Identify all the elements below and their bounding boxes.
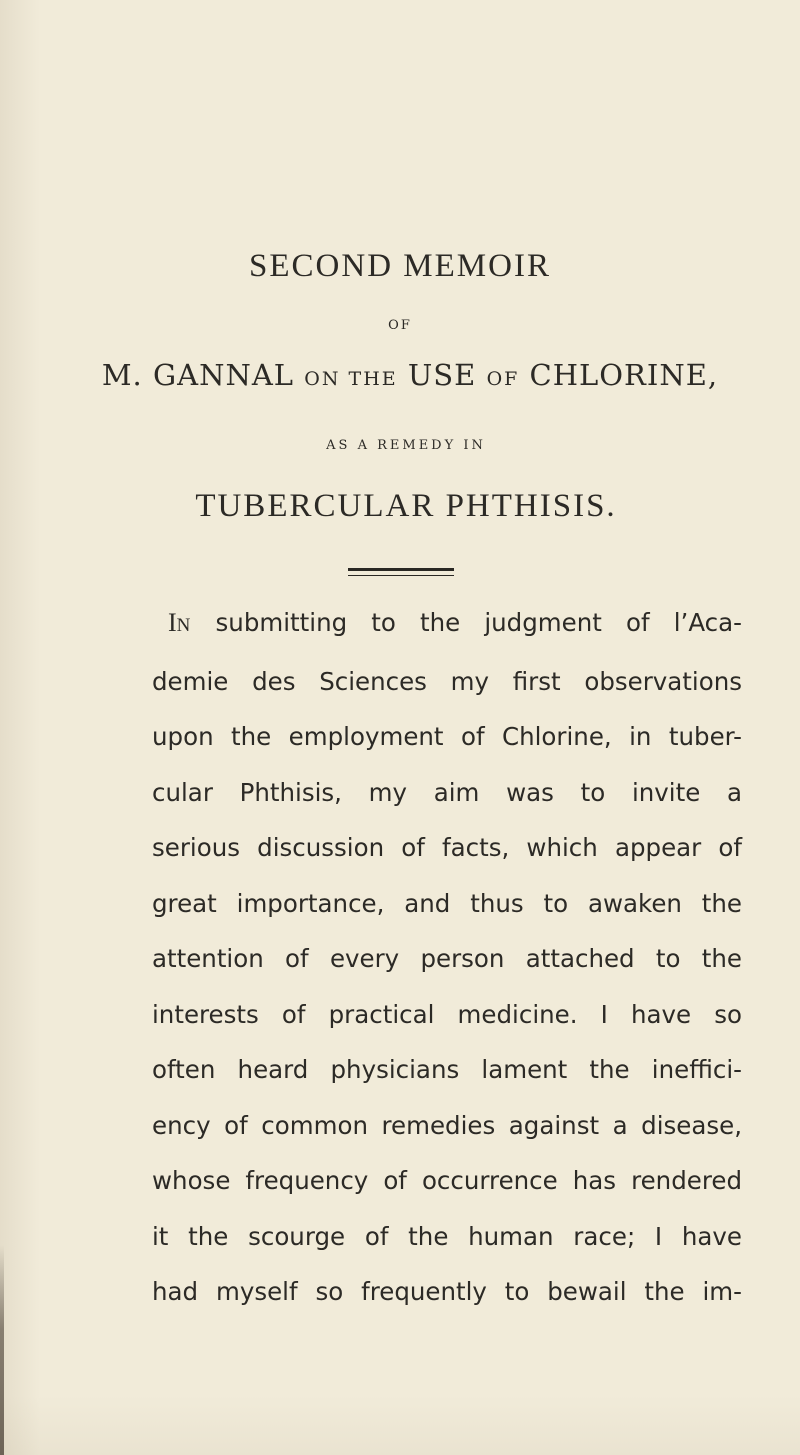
title-remedy: AS A REMEDY IN bbox=[326, 438, 486, 453]
title-on-the: ON THE bbox=[304, 368, 398, 390]
body-line: cular Phthisis, my aim was to invite a bbox=[152, 777, 742, 807]
body-paragraph bbox=[152, 595, 742, 1320]
title-use: USE bbox=[397, 358, 487, 392]
title-author-subject bbox=[10, 358, 800, 392]
body-line: attention of every person attached to the bbox=[152, 944, 742, 973]
body-line: often heard physicians lament the ineffici- bbox=[152, 1055, 742, 1084]
opening-small-cap: N bbox=[176, 615, 192, 636]
opening-word bbox=[168, 608, 191, 637]
body-line: it the scourge of the human race; I have bbox=[152, 1221, 742, 1251]
body-line: ency of common remedies against a disease, bbox=[152, 1110, 742, 1140]
title-second-memoir: SECOND MEMOIR bbox=[249, 248, 551, 284]
title-of: OF bbox=[388, 318, 412, 333]
body-line-last: had myself so frequently to bewail the im- bbox=[152, 1277, 742, 1306]
title-author: M. GANNAL bbox=[101, 358, 305, 392]
opening-capital: I bbox=[168, 608, 177, 637]
body-line: great importance, and thus to awaken the bbox=[152, 888, 742, 918]
body-line: serious discussion of facts, which appear of bbox=[152, 833, 742, 862]
page-edge-shadow bbox=[0, 1245, 4, 1455]
title-chlorine: CHLORINE, bbox=[519, 358, 719, 392]
title-tubercular-phthisis: TUBERCULAR PHTHISIS. bbox=[195, 488, 617, 524]
body-line: demie des Sciences my first observations bbox=[152, 666, 742, 696]
body-line: upon the employment of Chlorine, in tuber- bbox=[152, 722, 742, 751]
body-line: whose frequency of occurrence has rendered bbox=[152, 1166, 742, 1195]
body-line-1-text: submitting to the judgment of l’Aca- bbox=[191, 608, 742, 637]
body-line-1 bbox=[152, 595, 742, 654]
heading-rule-thick bbox=[348, 568, 454, 571]
title-of-small: OF bbox=[486, 368, 520, 390]
body-line: interests of practical medicine. I have so bbox=[152, 999, 742, 1029]
heading-rule-thin bbox=[348, 575, 454, 576]
